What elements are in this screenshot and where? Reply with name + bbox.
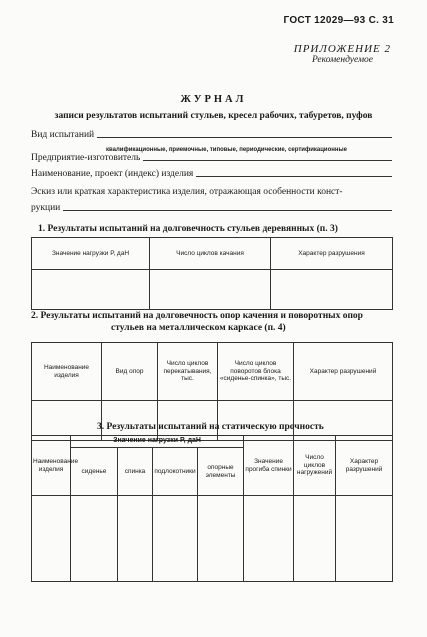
s3-cell [198,496,244,582]
s1-col-failure: Характер разрушения [271,238,393,270]
sketch-line [63,210,392,211]
s3-col-cycles: Число циклов нагружений [294,436,336,496]
s3-group-load: Значение нагрузки Р, даН [71,436,244,448]
sketch-label: Эскиз или краткая характеристика изделия, отражающая особенности конст- [31,187,343,197]
section3-title: 3. Результаты испытаний на статическую прочность [97,422,324,432]
s3-cell [244,496,294,582]
section1-title: 1. Результаты испытаний на долговечность стульев деревянных (п. 3) [38,224,338,234]
manufacturer-row [31,153,392,163]
manufacturer-label: Предприятие-изготовитель [31,153,141,163]
s3-col-failure: Характер разрушений [336,436,393,496]
appendix-title: ПРИЛОЖЕНИЕ 2 [293,43,391,55]
s2-col-rolling: Число циклов перекатывания, тыс. [158,343,218,401]
standard-header: ГОСТ 12029—93 С. 31 [283,15,394,26]
s3-sub-supports: опорные элементы [198,448,244,496]
journal-title: ЖУРНАЛ [180,94,247,105]
s2-col-name: Наименование изделия [32,343,102,401]
sketch-row [31,203,392,213]
test-type-options: квалификационные, приемочные, типовые, периодические, сертификационные [106,147,347,153]
product-line [196,176,392,177]
s1-cell [150,270,271,310]
section2-title-line2: стульев на металлическом каркасе (п. 4) [111,323,286,333]
s2-col-support: Вид опор [102,343,158,401]
s3-col-deflection: Значение прогиба спинки [244,436,294,496]
product-row [31,169,392,179]
s3-sub-seat: сиденье [71,448,118,496]
section3-table [31,435,393,582]
s1-cell [32,270,150,310]
s3-cell [71,496,118,582]
section1-table [31,237,393,310]
s3-cell [294,496,336,582]
s3-col-name: Наименование изделия [32,436,71,496]
s3-sub-back: спинка [118,448,153,496]
s3-cell [336,496,393,582]
s3-cell [32,496,71,582]
s3-cell [153,496,198,582]
s1-cell [271,270,393,310]
s3-sub-armrests: подлокотники [153,448,198,496]
journal-subtitle: записи результатов испытаний стульев, кресел рабочих, табуретов, пуфов [54,111,373,121]
manufacturer-line [143,160,392,161]
section2-title-line1: 2. Результаты испытаний на долговечность опор качения и поворотных опор [31,311,363,321]
product-label: Наименование, проект (индекс) изделия [31,169,194,179]
test-type-line [97,137,392,138]
s1-col-cycles: Число циклов качания [150,238,271,270]
s2-col-rotation: Число циклов поворотов блока «сиденье-спинка», тыс. [218,343,294,401]
test-type-row [31,130,392,140]
s1-col-load: Значение нагрузки Р, даН [32,238,150,270]
appendix-note: Рекомендуемое [311,55,373,65]
test-type-label: Вид испытаний [31,130,95,140]
s2-col-failure: Характер разрушений [294,343,393,401]
s3-cell [118,496,153,582]
sketch-label-cont: рукции [31,203,61,213]
